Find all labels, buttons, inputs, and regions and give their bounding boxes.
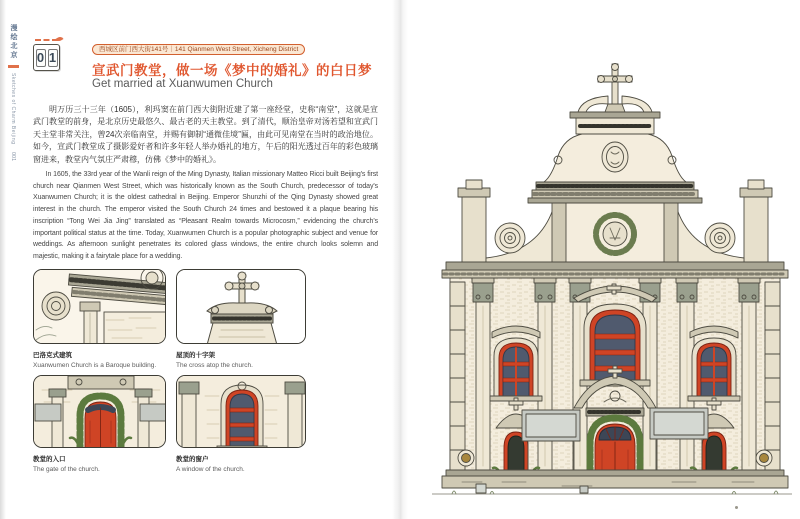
figure-caption-en: The cross atop the church. <box>176 362 253 369</box>
figure-church-window <box>176 375 306 473</box>
baroque-building-drawing <box>34 270 166 344</box>
calendar-digit: 0 <box>36 50 45 65</box>
figure-roof-cross <box>176 269 306 369</box>
church-gate-drawing <box>34 376 166 448</box>
page-footer-mark <box>735 506 738 509</box>
figure-church-gate-image <box>33 375 166 448</box>
spine-book-title-cn: 漫绘北京 <box>10 24 17 60</box>
church-facade-illustration <box>432 56 792 508</box>
spine-book-title-en: Sketches of Charm Beijing <box>10 73 16 145</box>
address-pill: 西城区前门西大街141号｜141 Qianmen West Street, Xicheng District <box>92 44 305 55</box>
paragraph-chinese: 明万历三十三年（1605），利玛窦在前门西大街附近建了第一座经堂，史称“南堂”，这就是宣武门教堂的前身，是北京历史最悠久、最古老的天主教堂。到了清代，顺治皇帝对汤若望和宣武门天主堂非常关注，曾24次亲临南堂，并赐有御制“通微佳境”匾，由此可见南堂在当时的政治地位。如今，宣武门教堂成了摄影爱好者和许多年轻人举办婚礼的地方，午后的阳光透过百年的彩色玻璃窗进来，教堂内气氛庄严肃穆，仿佛《梦中的婚礼》。 <box>33 105 378 164</box>
figure-caption-en: A window of the church. <box>176 466 245 473</box>
spine-page-number: 001 <box>10 152 16 162</box>
figure-baroque-building-image <box>33 269 166 344</box>
figure-roof-cross-image <box>176 269 306 344</box>
figure-caption-cn: 屋顶的十字架 <box>176 352 215 359</box>
figure-church-window-image <box>176 375 306 448</box>
church-window-drawing <box>177 376 306 448</box>
roof-cross-drawing <box>177 270 306 344</box>
spine <box>5 24 21 162</box>
figure-caption-en: The gate of the church. <box>33 466 100 473</box>
figure-church-gate <box>33 375 166 473</box>
article-title-cn: 宣武门教堂，做一场《梦中的婚礼》的白日梦 <box>92 63 372 78</box>
page-gutter-shadow <box>392 0 408 519</box>
figure-caption-cn: 教堂的窗户 <box>176 456 209 463</box>
figure-caption-cn: 教堂的入口 <box>33 456 66 463</box>
article-title-en: Get married at Xuanwumen Church <box>92 78 273 90</box>
figure-caption-en: Xuanwumen Church is a Baroque building. <box>33 362 157 369</box>
calendar-digit: 1 <box>48 50 57 65</box>
calendar-number-icon <box>33 44 60 71</box>
spine-orange-tick <box>8 65 19 68</box>
figure-caption-cn: 巴洛克式建筑 <box>33 352 72 359</box>
paragraph-english: In 1605, the 33rd year of the Wanli reign of the Ming Dynasty, Italian missionary Matteo Ricci built Beijing's first church near Qianmen West Street, which was historically known as the South Church, predecessor of today's Xuanwumen Church; it is the oldest cathedral in Beijing. Emperor Shunzhi of the Qing Dynasty showed great interest in the church. The emperor visited the South Church 24 times and bestowed it a plaque bearing his inscription “Tong Wei Jia Jing” translated as “Pleasant Realm towards Microcosm,” evidencing the church's important political status at the time. Today, Xuanwumen Church is a popular photographic subject and venue for weddings. As afternoon sunlight penetrates its colored glass windows, the entire church looks solemn and majestic, making it a fairytale place for a wedding. <box>33 171 378 260</box>
figure-baroque-building <box>33 269 166 369</box>
